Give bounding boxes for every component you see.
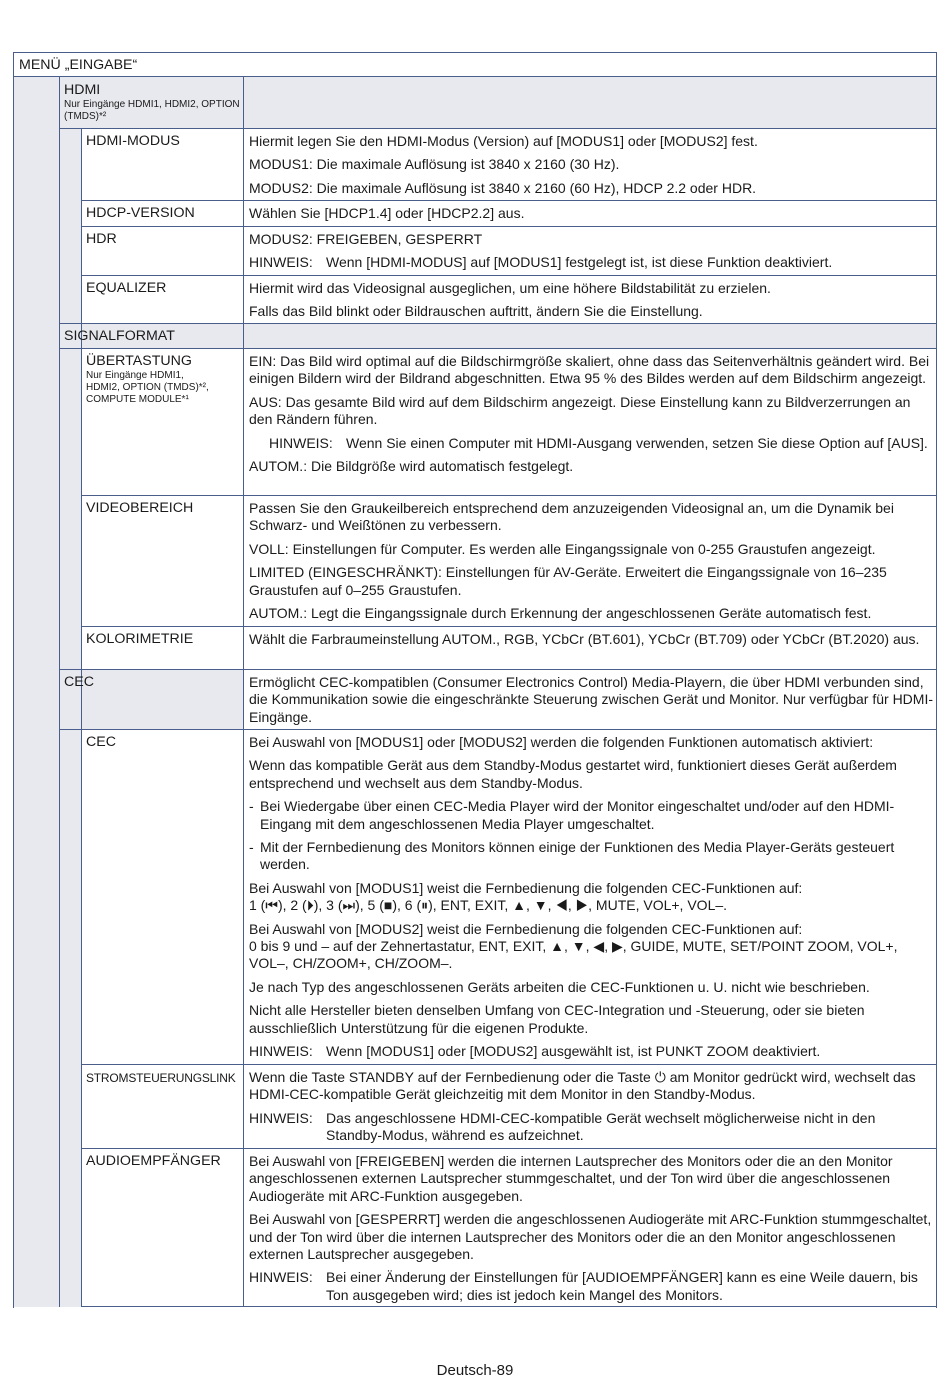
desc-line: MODUS1: Die maximale Auflösung ist 3840 x 2160 (30 Hz). [249, 156, 620, 173]
note-text: Wenn [MODUS1] oder [MODUS2] ausgewählt ist, ist PUNKT ZOOM deaktiviert. [326, 1043, 821, 1060]
desc-line: AUTOM.: Legt die Eingangssignale durch Erkennung der angeschlossenen Geräte automatisch fest. [249, 605, 872, 622]
note-key: HINWEIS: [269, 434, 333, 451]
hline [81, 200, 937, 201]
desc-line: Hiermit legen Sie den HDMI-Modus (Version) auf [MODUS1] oder [MODUS2] fest. [249, 133, 758, 149]
desc-line: Wählt die Farbraumeinstellung AUTOM., RGB, YCbCr (BT.601), YCbCr (BT.709) oder YCbCr (BT.2020) aus. [249, 631, 920, 647]
desc-line: 1 (⏮), 2 (⏵), 3 (⏭), 5 (■), 6 (⏸), ENT, EXIT, ▲, ▼, ◀, ▶, MUTE, VOL+, VOL–. [249, 897, 728, 914]
strom-desc [249, 1069, 933, 1145]
hdmi-label [64, 82, 240, 123]
desc-line: Je nach Typ des angeschlossenen Geräts arbeiten die CEC-Funktionen u. U. nicht wie beschrieben. [249, 978, 870, 995]
hline [13, 76, 937, 77]
desc-line: Wenn das kompatible Gerät aus dem Standby-Modus gestartet wird, funktioniert dieses Gerät außerdem entsprechend und wechselt aus dem Standby-Modus. [249, 757, 897, 791]
bullet-text: Mit der Fernbedienung des Monitors können einige der Funktionen des Media Player-Geräts gesteuert werden. [260, 839, 895, 873]
signalformat-label: SIGNALFORMAT [64, 328, 175, 344]
equalizer-label: EQUALIZER [86, 280, 167, 296]
cec-group-desc [249, 674, 933, 726]
desc-line: LIMITED (EINGESCHRÄNKT): Einstellungen für AV-Geräte. Erweitert die Eingangssignale von 16–235 Graustufen auf 0–255 Graustufen. [249, 564, 887, 598]
bullet-dash: - [249, 798, 254, 815]
hline [59, 669, 937, 670]
desc-line: Bei Auswahl von [GESPERRT] werden die angeschlossenen Audiogeräte mit ARC-Funktion stummgeschaltet, und der Ton wird über die internen Lautsprecher des Monitors oder die an den Monitor angeschlossenen externen Lautsprecher ausgegeben. [249, 1211, 932, 1263]
desc-line: Bei Auswahl von [MODUS1] weist die Fernbedienung die folgenden CEC-Funktionen auf: [249, 879, 803, 896]
vline [243, 76, 244, 1307]
hline [59, 323, 937, 324]
desc-line: Ermöglicht CEC-kompatiblen (Consumer Electronics Control) Media-Playern, die über HDMI verbunden sind, die Kommunikation sowie die eingeschränkte Steuerung zwischen Gerät und Monitor. Nur verfügbar für HDMI-Eingänge. [249, 674, 933, 725]
menu-title: MENÜ „EINGABE“ [19, 57, 138, 73]
audio-note [249, 1269, 933, 1304]
desc-line: Falls das Bild blinkt oder Bildrauschen auftritt, ändern Sie die Einstellung. [249, 303, 703, 320]
hline [81, 626, 937, 627]
note-text: Wenn Sie einen Computer mit HDMI-Ausgang verwenden, setzen Sie diese Option auf [AUS]. [346, 434, 928, 451]
desc-line: VOLL: Einstellungen für Computer. Es werden alle Eingangssignale von 0-255 Graustufen angezeigt. [249, 540, 876, 557]
uebertastung-note: Nur Eingänge HDMI1, [86, 370, 184, 381]
desc-line: 0 bis 9 und – auf der Zehnertastatur, ENT, EXIT, ▲, ▼, ◀, ▶, GUIDE, MUTE, SET/POINT ZOOM, VOL+, VOL–, CH/ZOOM+, CH/ZOOM–. [249, 938, 898, 972]
note-text: Wenn [HDMI-MODUS] auf [MODUS1] festgelegt ist, ist diese Funktion deaktiviert. [326, 254, 833, 271]
note-key: HINWEIS: [249, 254, 313, 271]
audioempfaenger-label: AUDIOEMPFÄNGER [86, 1153, 221, 1169]
hline [81, 275, 937, 276]
videobereich-label: VIDEOBEREICH [86, 500, 194, 516]
hline [81, 226, 937, 227]
hline [59, 348, 937, 349]
uebertastung-desc [249, 353, 933, 475]
videobereich-desc [249, 500, 933, 622]
note-key: HINWEIS: [249, 1269, 313, 1286]
hline [81, 495, 937, 496]
desc-line: Bei Auswahl von [MODUS1] oder [MODUS2] werden die folgenden Funktionen automatisch aktiviert: [249, 734, 874, 750]
vline [81, 128, 82, 1307]
note-text: Bei einer Änderung der Einstellungen für [AUDIOEMPFÄNGER] kann es eine Weile dauern, bis Ton ausgegeben wird; dies ist jedoch kein Mangel des Monitors. [326, 1269, 918, 1303]
desc-line: EIN: Das Bild wird optimal auf die Bildschirmgröße skaliert, ohne dass das Seitenverhältnis geändert wird. Bei einigen Bildern wird der Bildrand abgeschnitten. Etwa 95 % des Bildes werden auf dem Bildschirm angezeigt. [249, 353, 930, 387]
desc-line: AUTOM.: Die Bildgröße wird automatisch festgelegt. [249, 458, 574, 475]
cec-bullet [249, 798, 933, 833]
equalizer-desc [249, 280, 933, 321]
uebertastung-note: COMPUTE MODULE*¹ [86, 394, 189, 405]
page-number: Deutsch-89 [436, 1362, 514, 1379]
cec-desc [249, 734, 933, 1061]
hdr-note [249, 254, 933, 271]
desc-line: Hiermit wird das Videosignal ausgeglichen, um eine höhere Bildstabilität zu erzielen. [249, 280, 771, 296]
hdr-desc [249, 231, 933, 272]
hdcp-version-label: HDCP-VERSION [86, 205, 195, 221]
hline [81, 1064, 937, 1065]
uebertastung-label [86, 353, 242, 406]
cec-note [249, 1043, 933, 1060]
cec-bullet [249, 839, 933, 874]
desc-line: Passen Sie den Graukeilbereich entsprechend dem anzuzeigenden Videosignal an, um die Dynamik bei Schwarz- und Weißtönen zu verbessern. [249, 500, 894, 534]
desc-line: Bei Auswahl von [MODUS2] weist die Fernbedienung die folgenden CEC-Funktionen auf: [249, 920, 803, 937]
desc-line: MODUS2: FREIGEBEN, GESPERRT [249, 231, 483, 247]
desc-line: Nicht alle Hersteller bieten denselben Umfang von CEC-Integration und -Steuerung, oder sie bieten ausschließlich Unterstützung für die eigenen Produkte. [249, 1002, 865, 1036]
stromsteuerungslink-label: STROMSTEUERUNGSLINK [86, 1071, 236, 1085]
hline [59, 128, 937, 129]
hdmi-modus-desc [249, 133, 933, 197]
strom-note [249, 1110, 933, 1145]
kolorimetrie-label: KOLORIMETRIE [86, 631, 194, 647]
hdmi-note: Nur Eingänge HDMI1, HDMI2, OPTION (TMDS)*² [64, 99, 240, 122]
desc-line: Bei Auswahl von [FREIGEBEN] werden die internen Lautsprecher des Monitors oder die an den Monitor angeschlossenen externen Lautsprecher stummgeschaltet, und der Ton wird über die angeschlossenen Audiogeräte mit ARC-Funktion ausgegeben. [249, 1153, 893, 1204]
desc-line: MODUS2: Die maximale Auflösung ist 3840 x 2160 (60 Hz), HDCP 2.2 oder HDR. [249, 179, 757, 196]
desc-line: Wählen Sie [HDCP1.4] oder [HDCP2.2] aus. [249, 205, 525, 221]
desc-line: Wenn die Taste STANDBY auf der Fernbedienung oder die Taste ⏻ am Monitor gedrückt wird, wechselt das HDMI-CEC-kompatible Gerät gleichzeitig mit dem Monitor in den Standby-Modus. [249, 1069, 916, 1103]
note-text: Das angeschlossene HDMI-CEC-kompatible Gerät wechselt möglicherweise nicht in den Standby-Modus, während es aufzeichnet. [326, 1109, 876, 1144]
uebertastung-label-text: ÜBERTASTUNG [86, 353, 192, 369]
cec-group-label: CEC [64, 674, 94, 690]
bullet-dash: - [249, 839, 254, 856]
hline [81, 1306, 937, 1307]
uebertastung-note-line [249, 435, 933, 452]
hdmi-label-text: HDMI [64, 82, 101, 98]
uebertastung-note: HDMI2, OPTION (TMDS)*², [86, 382, 209, 393]
audio-desc [249, 1153, 933, 1304]
hdmi-modus-label: HDMI-MODUS [86, 133, 180, 149]
kolorimetrie-desc [249, 631, 933, 648]
note-key: HINWEIS: [249, 1043, 313, 1060]
vline [59, 76, 60, 1307]
note-key: HINWEIS: [249, 1109, 313, 1126]
hline [81, 1148, 937, 1149]
hdcp-desc [249, 205, 933, 222]
cec-label: CEC [86, 734, 116, 750]
bullet-text: Bei Wiedergabe über einen CEC-Media Player wird der Monitor eingeschaltet und/oder auf den HDMI-Eingang mit dem angeschlossenen Media Player umgeschaltet. [260, 798, 895, 832]
desc-line: AUS: Das gesamte Bild wird auf dem Bildschirm angezeigt. Diese Einstellung kann zu Bildverzerrungen an den Rändern führen. [249, 393, 911, 428]
hline [59, 729, 937, 730]
hdr-label: HDR [86, 231, 117, 247]
